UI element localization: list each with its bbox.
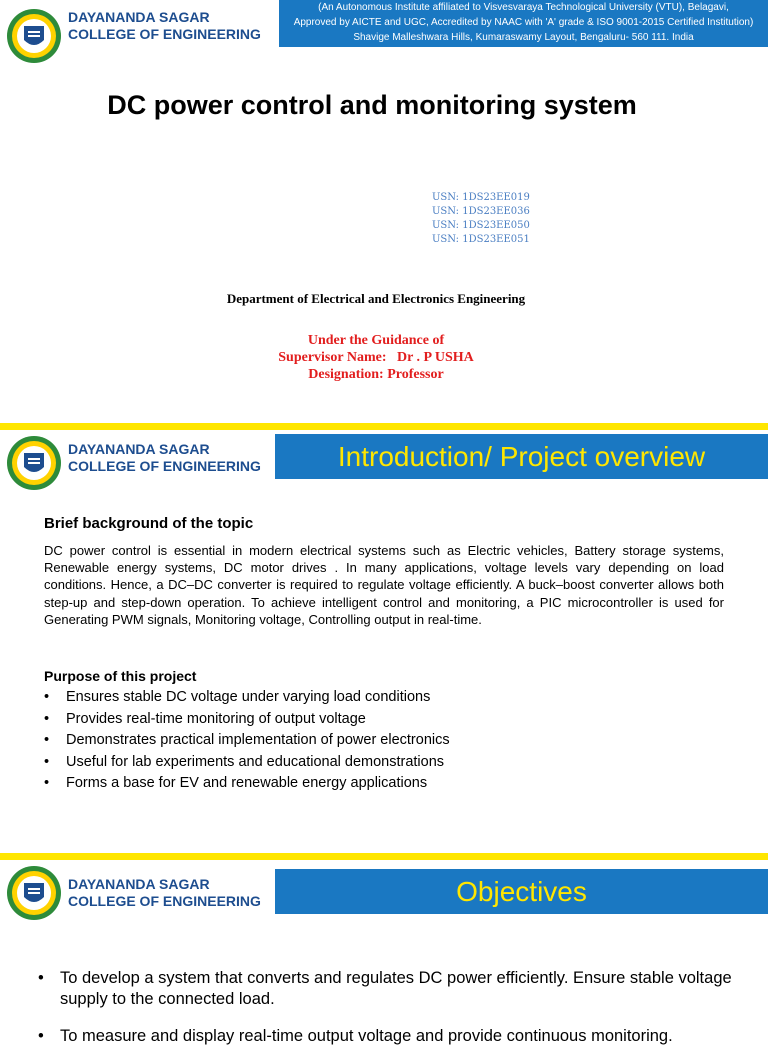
purpose-list (44, 687, 450, 795)
list-item: • To develop a system that converts and regulates DC power efficiently. Ensure stable voltage supply to the connected load. (38, 968, 738, 1010)
list-item: • Provides real-time monitoring of output voltage (44, 709, 450, 731)
background-title: Brief background of the topic (44, 515, 254, 532)
college-name-line2: COLLEGE OF ENGINEERING (68, 893, 261, 909)
institution-line2: Approved by AICTE and UGC, Accredited by NAAC with 'A' grade & ISO 9001-2015 Certified Institution) (293, 17, 754, 28)
college-name (68, 876, 261, 910)
title-slide (0, 0, 768, 420)
objectives-list (38, 968, 738, 1063)
college-logo-icon (6, 865, 62, 921)
list-item: • To measure and display real-time output voltage and provide continuous monitoring. (38, 1026, 738, 1047)
slide-top-bar (0, 853, 768, 860)
project-title: DC power control and monitoring system (107, 90, 637, 120)
list-item: • Useful for lab experiments and educational demonstrations (44, 752, 450, 774)
slide-heading: Introduction/ Project overview (275, 434, 768, 479)
usn-item: USN: 1DS23EE036 (432, 206, 530, 217)
list-item: • Demonstrates practical implementation of power electronics (44, 730, 450, 752)
slide-heading: Objectives (275, 869, 768, 914)
institution-line1: (An Autonomous Institute affiliated to Visvesvaraya Technological University (VTU), Belagavi, (318, 2, 729, 13)
guidance-block (0, 332, 752, 383)
department-name: Department of Electrical and Electronics Engineering (226, 291, 526, 306)
introduction-slide (0, 420, 768, 840)
list-item: • Ensures stable DC voltage under varying load conditions (44, 687, 450, 709)
usn-item: USN: 1DS23EE051 (432, 234, 530, 245)
usn-item: USN: 1DS23EE019 (432, 192, 530, 203)
slide-top-bar (0, 423, 768, 430)
supervisor-name: Supervisor Name: Dr . P USHA (278, 350, 474, 365)
college-name-line1: DAYANANDA SAGAR (68, 441, 210, 457)
college-name-line1: DAYANANDA SAGAR (68, 876, 210, 892)
purpose-title: Purpose of this project (44, 668, 197, 684)
college-name-line2: COLLEGE OF ENGINEERING (68, 458, 261, 474)
college-name (68, 441, 261, 475)
college-name-line1: DAYANANDA SAGAR (68, 9, 210, 25)
institution-line3: Shavige Malleshwara Hills, Kumaraswamy Layout, Bengaluru- 560 111. India (353, 32, 694, 43)
college-logo-icon (6, 8, 62, 64)
objectives-slide (0, 840, 768, 1045)
college-name (68, 9, 261, 43)
institution-banner (279, 0, 768, 47)
usn-item: USN: 1DS23EE050 (432, 220, 530, 231)
list-item: • Forms a base for EV and renewable energy applications (44, 773, 450, 795)
guidance-label: Under the Guidance of (307, 333, 445, 348)
college-name-line2: COLLEGE OF ENGINEERING (68, 26, 261, 42)
background-paragraph: DC power control is essential in modern electrical systems such as Electric vehicles, Battery storage systems, Renewable energy systems, DC motor drives . In many applications, voltage levels vary depending on load conditions. Hence, a DC–DC converter is required to regulate voltage efficiently. A buck–boost converter allows both step-up and step-down operation. To achieve intelligent control and monitoring, a PIC microcontroller is used for Generating PWM signals, Monitoring voltage, Controlling output in real-time. (44, 543, 724, 627)
supervisor-designation: Designation: Professor (308, 367, 444, 382)
usn-list (432, 191, 530, 247)
college-logo-icon (6, 435, 62, 491)
